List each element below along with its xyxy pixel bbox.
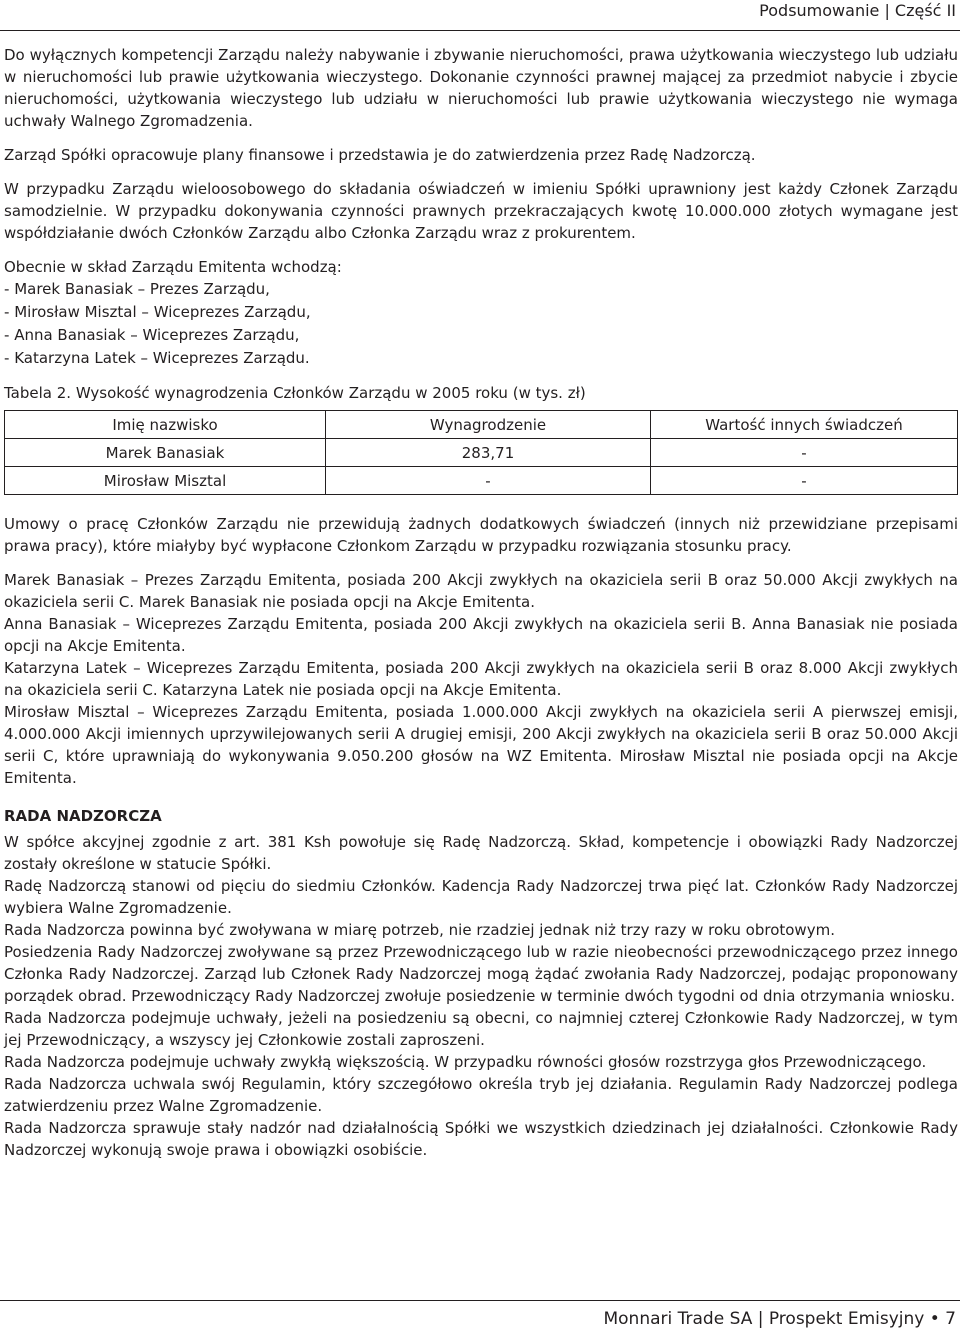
table-cell: - [326,467,651,495]
table-cell: - [651,439,958,467]
paragraph-financial-plans: Zarząd Spółki opracowuje plany finansowe i przedstawia je do zatwierdzenia przez Radę Nadzorczą. [4,146,756,164]
holding-paragraph: Katarzyna Latek – Wiceprezes Zarządu Emitenta, posiada 200 Akcji zwykłych na okaziciela serii B oraz 8.000 Akcji zwykłych na okaziciela serii C. Katarzyna Latek nie posiada opcji na Akcje Emitenta. [4,659,958,699]
rada-paragraph: Rada Nadzorcza podejmuje uchwały zwykłą większością. W przypadku równości głosów rozstrzyga głos Przewodniczącego. [4,1053,927,1071]
remuneration-table [4,410,958,495]
table-cell: 283,71 [326,439,651,467]
page-content [4,44,958,1161]
column-header: Imię nazwisko [5,411,326,439]
list-item: - Anna Banasiak – Wiceprezes Zarządu, [4,324,958,347]
rada-paragraph: Radę Nadzorczą stanowi od pięciu do siedmiu Członków. Kadencja Rady Nadzorczej trwa pięć lat. Członków Rady Nadzorczej wybiera Walne Zgromadzenie. [4,877,958,917]
header-divider [0,30,960,31]
table-caption: Tabela 2. Wysokość wynagrodzenia Członków Zarządu w 2005 roku (w tys. zł) [4,384,586,402]
table-cell: - [651,467,958,495]
list-item: - Mirosław Misztal – Wiceprezes Zarządu, [4,301,958,324]
board-members-list [4,278,958,370]
table-header-row [5,411,958,439]
list-item: - Katarzyna Latek – Wiceprezes Zarządu. [4,347,958,370]
table-cell: Mirosław Misztal [5,467,326,495]
holding-paragraph: Anna Banasiak – Wiceprezes Zarządu Emitenta, posiada 200 Akcji zwykłych na okaziciela serii B. Anna Banasiak nie posiada opcji na Akcje Emitenta. [4,615,958,655]
table-cell: Marek Banasiak [5,439,326,467]
holding-paragraph: Mirosław Misztal – Wiceprezes Zarządu Emitenta, posiada 1.000.000 Akcji zwykłych na okaziciela serii A pierwszej emisji, 4.000.000 Akcji imiennych uprzywilejowanych serii A drugiej emisji, 200 Akcji zwykłych na okaziciela serii B oraz 50.000 Akcji serii C, które uprawniają do wykonywania 9.050.200 głosów na WZ Emitenta. Mirosław Misztal nie posiada opcji na Akcje Emitenta. [4,703,958,787]
supervisory-board-section [4,831,958,1161]
rada-paragraph: Rada Nadzorcza sprawuje stały nadzór nad działalnością Spółki we wszystkich dziedzinach jej działalności. Członkowie Rady Nadzorczej wykonują swoje prawa i obowiązki osobiście. [4,1119,958,1159]
column-header: Wynagrodzenie [326,411,651,439]
rada-paragraph: Rada Nadzorcza powinna być zwoływana w miarę potrzeb, nie rzadziej jednak niż trzy razy w roku obrotowym. [4,921,835,939]
holding-paragraph: Marek Banasiak – Prezes Zarządu Emitenta, posiada 200 Akcji zwykłych na okaziciela serii B oraz 50.000 Akcji zwykłych na okaziciela serii C. Marek Banasiak nie posiada opcji na Akcje Emitenta. [4,571,958,611]
section-heading: RADA NADZORCZA [4,807,162,825]
list-item: - Marek Banasiak – Prezes Zarządu, [4,278,958,301]
rada-paragraph: Rada Nadzorcza uchwala swój Regulamin, który szczegółowo określa tryb jej działania. Regulamin Rady Nadzorczej podlega zatwierdzeniu przez Walne Zgromadzenie. [4,1075,958,1115]
table-row [5,439,958,467]
holdings-section [4,569,958,789]
rada-paragraph: Rada Nadzorcza podejmuje uchwały, jeżeli na posiedzeniu są obecni, co najmniej czterej Członkowie Rady Nadzorczej, w tym jej Przewodniczący, a wszyscy jej Członkowie zostali zaproszeni. [4,1009,958,1049]
paragraph-employment-contracts: Umowy o pracę Członków Zarządu nie przewidują żadnych dodatkowych świadczeń (innych niż przewidziane przepisami prawa pracy), które miałyby być wypłacone Członkom Zarządu w przypadku rozwiązania stosunku pracy. [4,515,958,555]
running-header: Podsumowanie | Część II [759,1,956,20]
rada-paragraph: W spółce akcyjnej zgodnie z art. 381 Ksh powołuje się Radę Nadzorczą. Skład, kompetencje i obowiązki Rady Nadzorczej zostały określone w statucie Spółki. [4,833,958,873]
column-header: Wartość innych świadczeń [651,411,958,439]
paragraph-real-estate: Do wyłącznych kompetencji Zarządu należy nabywanie i zbywanie nieruchomości, prawa użytkowania wieczystego lub udziału w nieruchomości lub prawie użytkowania wieczystego. Dokonanie czynności prawnej mającej za przedmiot nabycie i zbycie nieruchomości, użytkowania wieczystego lub udziału w nieruchomości lub prawie użytkowania wieczystego nie wymaga uchwały Walnego Zgromadzenia. [4,46,958,130]
paragraph-representation: W przypadku Zarządu wieloosobowego do składania oświadczeń w imieniu Spółki uprawniony jest każdy Członek Zarządu samodzielnie. W przypadku dokonywania czynności prawnych przekraczających kwotę 10.000.000 złotych wymagane jest współdziałanie dwóch Członków Zarządu albo Członka Zarządu wraz z prokurentem. [4,180,958,242]
rada-paragraph: Posiedzenia Rady Nadzorczej zwoływane są przez Przewodniczącego lub w razie nieobecności przewodniczącego przez innego Członka Rady Nadzorczej. Zarząd lub Członek Rady Nadzorczej mogą żądać zwołania Rady Nadzorczej, podając proponowany porządek obrad. Przewodniczący Rady Nadzorczej zwołuje posiedzenie w terminie dwóch tygodni od dnia otrzymania wniosku. [4,943,958,1005]
footer-divider [0,1300,960,1301]
running-footer: Monnari Trade SA | Prospekt Emisyjny • 7 [603,1309,956,1329]
table-row [5,467,958,495]
paragraph-board-intro: Obecnie w skład Zarządu Emitenta wchodzą: [4,258,342,276]
